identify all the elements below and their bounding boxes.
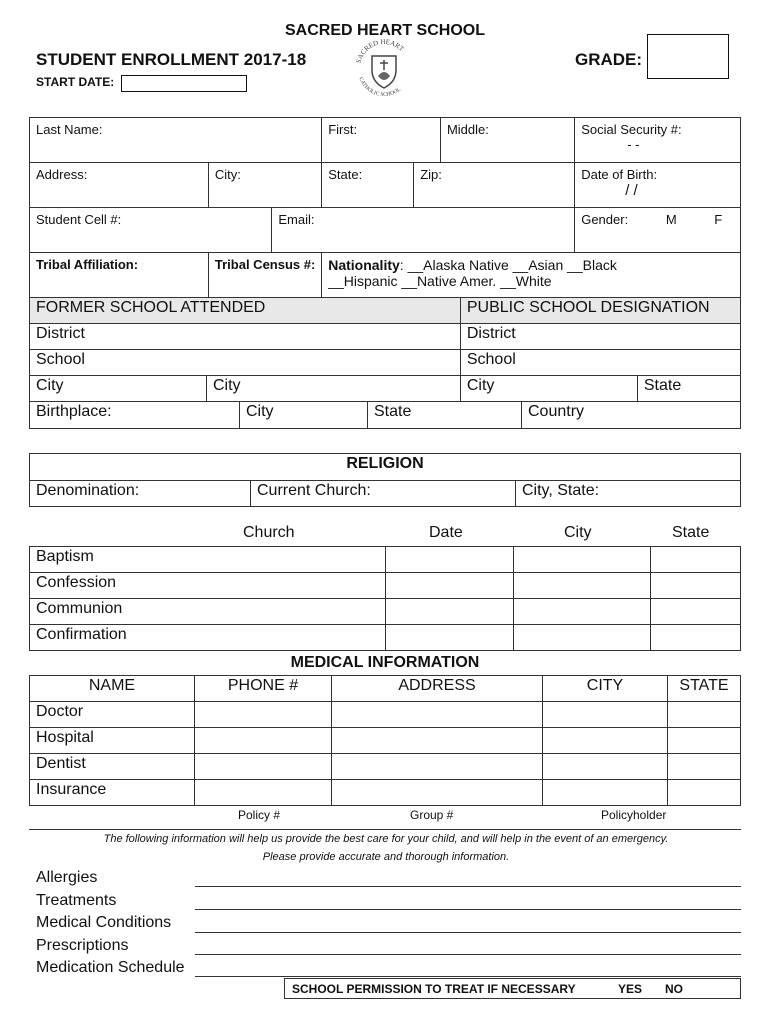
medical-cell[interactable] [332,702,543,728]
medical-cell[interactable] [543,754,668,780]
sacrament-cell[interactable] [651,625,741,651]
birthplace-state-field[interactable]: State [368,402,522,429]
svg-text:CATHOLIC SCHOOL [357,77,402,98]
medical-cell[interactable] [332,754,543,780]
medical-cell[interactable] [543,702,668,728]
sacrament-col-city: City [564,524,592,541]
birthplace-field[interactable]: Birthplace: [30,402,240,429]
medical-cell[interactable] [668,754,741,780]
medical-col-city: CITY [543,676,668,702]
start-date-field[interactable] [121,75,247,92]
divider [29,829,741,830]
nationality-options-2: __Hispanic __Native Amer. __White [328,273,552,289]
sacrament-cell[interactable] [386,599,514,625]
seal-text-top: SACRED HEART [354,37,406,65]
email-field[interactable]: Email: [272,208,575,253]
sacrament-col-church: Church [243,524,295,541]
sacrament-cell[interactable] [514,547,651,573]
sacrament-row-confession: Confession [30,573,386,599]
form-title: STUDENT ENROLLMENT 2017-18 [36,50,307,69]
medical-row-hospital: Hospital [30,728,195,754]
sacrament-col-state: State [672,524,710,541]
prescriptions-line[interactable] [195,954,741,955]
start-date-label: START DATE: [36,75,115,89]
medical-row-insurance: Insurance [30,780,195,806]
public-school-field[interactable]: School [460,350,740,376]
medical-cell[interactable] [195,780,332,806]
nationality-field[interactable] [322,253,741,298]
svg-text:SACRED HEART [355,38,406,64]
gender-label: Gender: [581,212,629,227]
address-field[interactable]: Address: [30,163,209,208]
current-church-field[interactable]: Current Church: [251,481,516,507]
permission-box [284,978,741,999]
medical-cell[interactable] [668,702,741,728]
ssn-separators: - - [627,137,640,152]
medical-col-name: NAME [30,676,195,702]
medical-note-1: The following information will help us provide the best care for your child, and will help in the event of an emergency. [103,833,669,845]
last-name-field[interactable]: Last Name: [30,118,322,163]
medical-cell[interactable] [332,780,543,806]
medical-cell[interactable] [195,728,332,754]
medical-col-address: ADDRESS [332,676,543,702]
sacrament-cell[interactable] [651,599,741,625]
student-cell-field[interactable]: Student Cell #: [30,208,272,253]
religion-header: RELIGION [30,454,741,481]
former-city-field-2[interactable]: City [207,376,461,402]
medical-row-dentist: Dentist [30,754,195,780]
medical-cell[interactable] [195,702,332,728]
sacrament-cell[interactable] [386,573,514,599]
former-district-field[interactable]: District [30,324,461,350]
birthplace-table [29,401,741,429]
dob-separators: / / [625,182,638,199]
sacrament-cell[interactable] [514,573,651,599]
sacrament-row-confirmation: Confirmation [30,625,386,651]
sacrament-cell[interactable] [386,547,514,573]
medical-table [29,675,741,806]
zip-field[interactable]: Zip: [414,163,575,208]
medical-cell[interactable] [668,780,741,806]
sacrament-cell[interactable] [514,625,651,651]
public-district-field[interactable]: District [460,324,740,350]
first-name-field[interactable]: First: [322,118,441,163]
dob-label: Date of Birth: [581,167,658,182]
tribal-census-field[interactable]: Tribal Census #: [208,253,321,298]
seal-text-bottom: CATHOLIC SCHOOL [357,76,403,99]
state-field[interactable]: State: [322,163,414,208]
gender-f-option[interactable]: F [714,212,723,227]
former-school-header: FORMER SCHOOL ATTENDED [30,298,461,324]
sacrament-cell[interactable] [386,625,514,651]
policy-label: Policy # [238,808,281,822]
middle-name-field[interactable]: Middle: [440,118,574,163]
birthplace-country-field[interactable]: Country [522,402,741,429]
sacrament-row-communion: Communion [30,599,386,625]
medication-schedule-line[interactable] [195,976,741,977]
sacrament-cell[interactable] [514,599,651,625]
treatments-label: Treatments [36,892,117,909]
religion-table [29,453,741,507]
sacraments-table [29,546,741,651]
public-city-field[interactable]: City [460,376,637,402]
medical-cell[interactable] [332,728,543,754]
medical-note-2: Please provide accurate and thorough information. [262,851,510,863]
sacrament-cell[interactable] [651,547,741,573]
nationality-label: Nationality [328,257,400,273]
former-school-field[interactable]: School [30,350,461,376]
school-name: SACRED HEART SCHOOL [284,22,485,39]
medical-conditions-label: Medical Conditions [36,914,172,931]
student-info-table [29,117,741,298]
group-label: Group # [410,808,454,822]
sacrament-col-date: Date [429,524,463,541]
public-state-field[interactable]: State [637,376,740,402]
policyholder-label: Policyholder [601,808,667,822]
medication-schedule-label: Medication Schedule [36,959,185,976]
denomination-field[interactable]: Denomination: [30,481,251,507]
former-city-field[interactable]: City [30,376,207,402]
gender-m-option[interactable]: M [665,212,677,227]
dob-field[interactable] [575,163,741,208]
gender-field[interactable] [575,208,741,253]
ssn-label: Social Security #: [581,122,682,137]
permission-yes[interactable]: YES [618,982,643,996]
medical-col-phone: PHONE # [195,676,332,702]
sacrament-row-baptism: Baptism [30,547,386,573]
school-seal-icon [350,34,418,102]
treatments-line[interactable] [195,909,741,910]
public-school-header: PUBLIC SCHOOL DESIGNATION [460,298,740,324]
permission-no[interactable]: NO [665,982,683,996]
church-city-state-field[interactable]: City, State: [516,481,741,507]
prescriptions-label: Prescriptions [36,937,129,954]
city-field[interactable]: City: [208,163,321,208]
medical-row-doctor: Doctor [30,702,195,728]
medical-col-state: STATE [668,676,741,702]
grade-field[interactable] [647,34,729,79]
medical-conditions-line[interactable] [195,932,741,933]
medical-cell[interactable] [543,728,668,754]
medical-cell[interactable] [668,728,741,754]
medical-header: MEDICAL INFORMATION [290,654,480,671]
school-table [29,297,741,402]
allergies-line[interactable] [195,886,741,887]
grade-label: GRADE: [575,50,643,69]
sacrament-cell[interactable] [651,573,741,599]
ssn-field[interactable] [575,118,741,163]
nationality-options-1: : __Alaska Native __Asian __Black [399,257,617,273]
permission-label: SCHOOL PERMISSION TO TREAT IF NECESSARY [292,982,576,996]
tribal-affiliation-field[interactable]: Tribal Affiliation: [30,253,209,298]
medical-cell[interactable] [195,754,332,780]
medical-cell[interactable] [543,780,668,806]
allergies-label: Allergies [36,869,98,886]
birthplace-city-field[interactable]: City [240,402,368,429]
